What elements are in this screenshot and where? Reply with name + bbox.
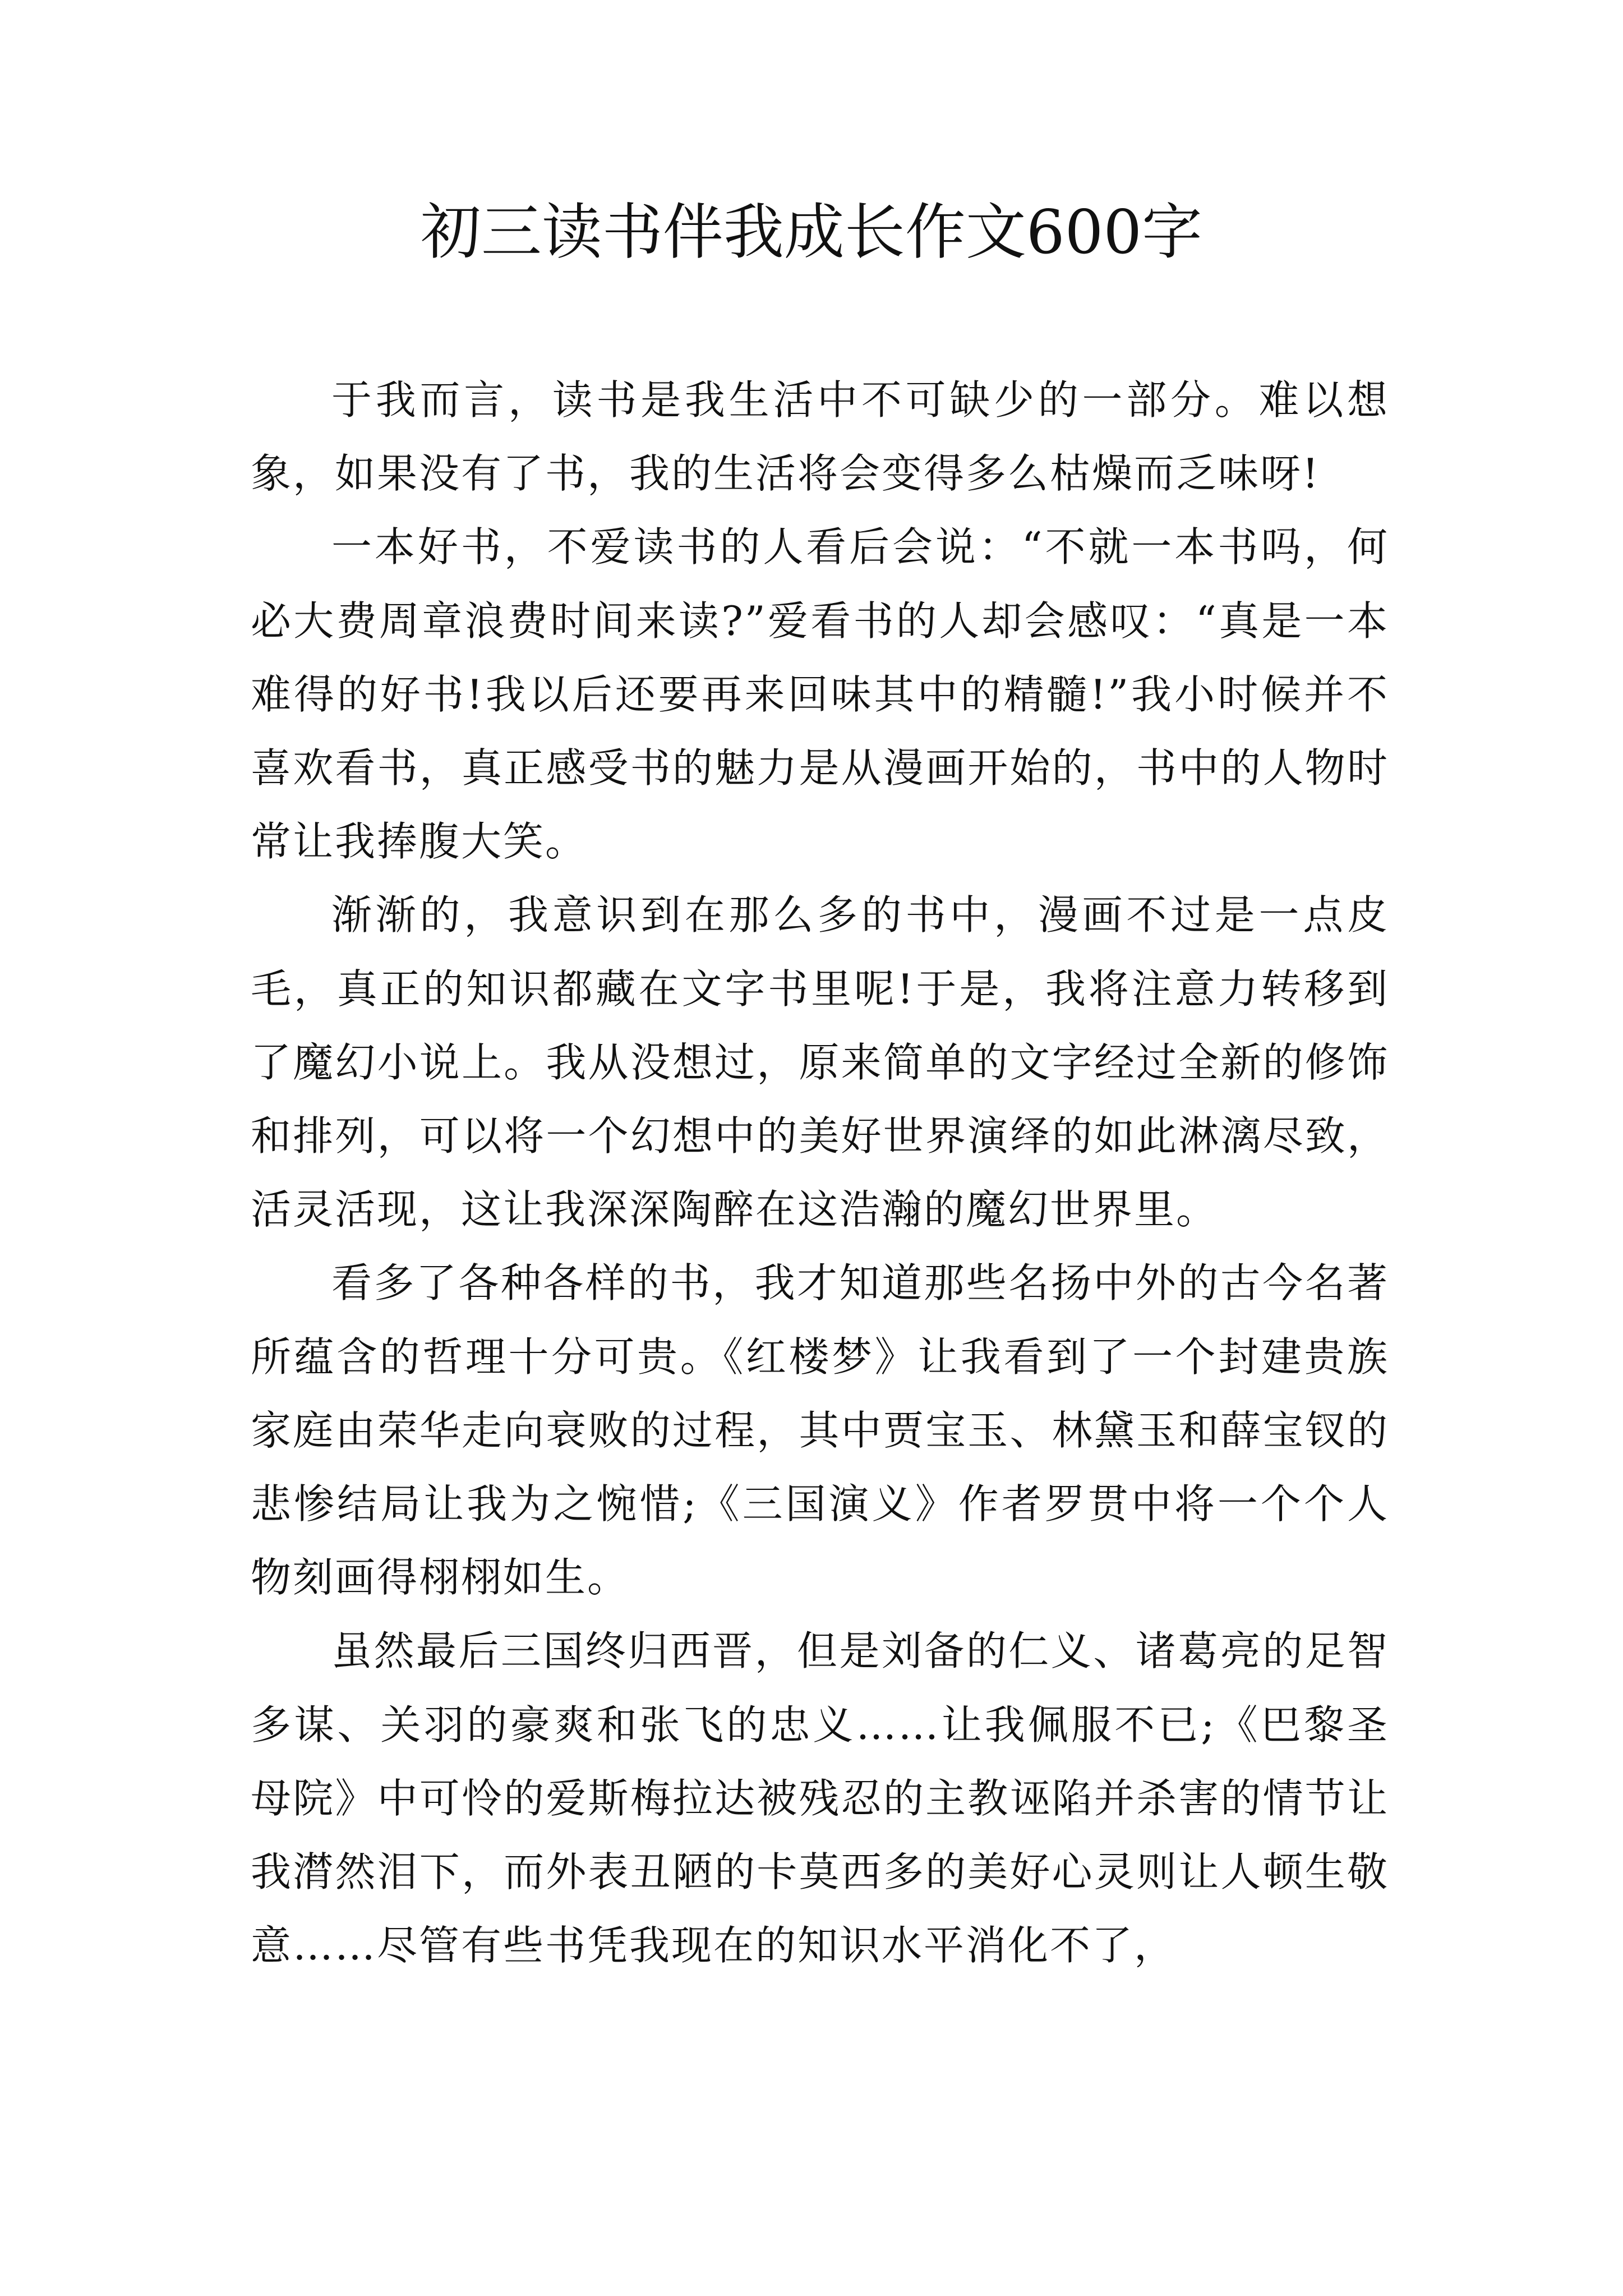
paragraph: 渐渐的，我意识到在那么多的书中，漫画不过是一点皮毛，真正的知识都藏在文字书里呢!于是，我将注意力转移到了魔幻小说上。我从没想过，原来简单的文字经过全新的修饰和排列，可以将一个幻想中的美好世界演绎的如此淋漓尽致，活灵活现，这让我深深陶醉在这浩瀚的魔幻世界里。 bbox=[251, 891, 1389, 1234]
paragraph: 看多了各种各样的书，我才知道那些名扬中外的古今名著所蕴含的哲理十分可贵。《红楼梦》让我看到了一个封建贵族家庭由荣华走向衰败的过程，其中贾宝玉、林黛玉和薛宝钗的悲惨结局让我为之惋惜;《三国演义》作者罗贯中将一个个人物刻画得栩栩如生。 bbox=[251, 1259, 1389, 1602]
paragraph: 一本好书，不爱读书的人看后会说：“不就一本书吗，何必大费周章浪费时间来读?”爱看书的人却会感叹：“真是一本难得的好书!我以后还要再来回味其中的精髓!”我小时候并不喜欢看书，真正感受书的魅力是从漫画开始的，书中的人物时常让我捧腹大笑。 bbox=[251, 523, 1389, 866]
paragraph: 于我而言，读书是我生活中不可缺少的一部分。难以想象，如果没有了书，我的生活将会变得多么枯燥而乏味呀! bbox=[251, 376, 1389, 498]
page-title: 初三读书伴我成长作文600字 bbox=[420, 197, 1203, 268]
paragraph: 虽然最后三国终归西晋，但是刘备的仁义、诸葛亮的足智多谋、关羽的豪爽和张飞的忠义……让我佩服不已;《巴黎圣母院》中可怜的爱斯梅拉达被残忍的主教诬陷并杀害的情节让我潸然泪下，而外表丑陋的卡莫西多的美好心灵则让人顿生敬意……尽管有些书凭我现在的知识水平消化不了， bbox=[251, 1627, 1389, 1970]
document-body bbox=[251, 364, 1389, 1982]
